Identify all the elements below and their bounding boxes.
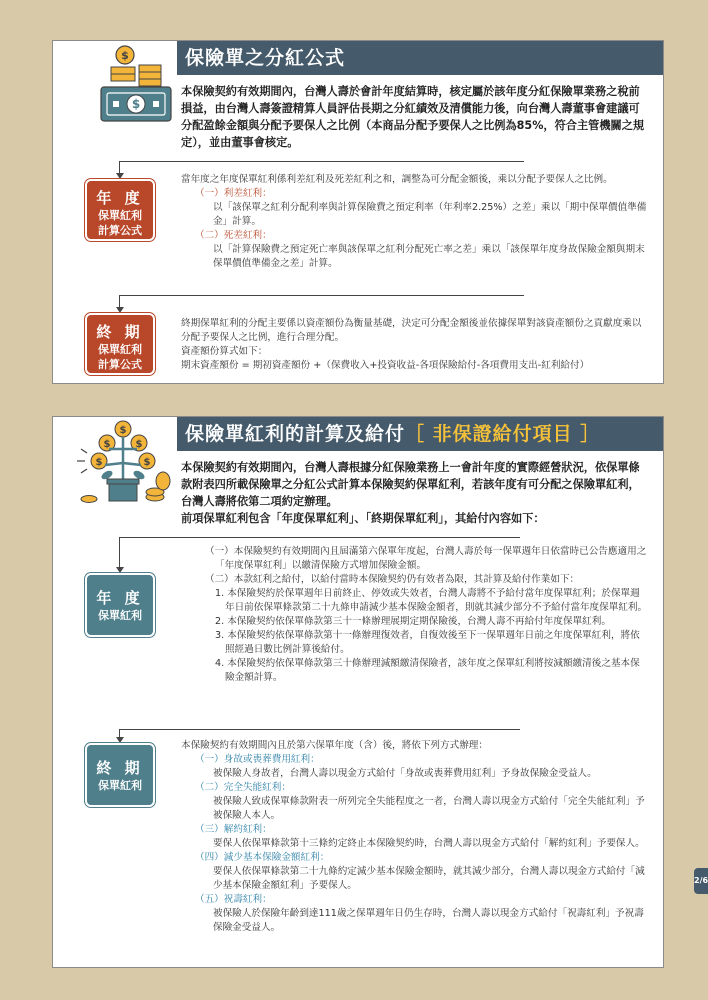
money-tree-icon <box>67 419 177 507</box>
item-text: 被保險人於保險年齡到達111歲之保單週年日仍生存時，台灣人壽以現金方式給付「祝壽紅利」予祝壽保險金受益人。 <box>213 908 644 933</box>
section-title: 保險單之分紅公式 <box>177 41 663 75</box>
badge-title: 年 度 <box>96 589 144 607</box>
list-item: 1. 本保險契約於保單週年日前終止、停效或失效者，台灣人壽將不予給付當年度保單紅利；於保單週年日前依保單條款第二十九條申請減少基本保險金額者，則就其減少部分不予給付當年度保單紅利。 <box>215 588 648 613</box>
paragraph: （一）本保險契約有效期間內且屆滿第六保單年度起，台灣人壽於每一保單週年日依當時已公告應適用之「年度保單紅利」以繳清保險方式增加保險金額。 <box>205 546 647 571</box>
badge-subtitle: 計算公式 <box>98 358 142 371</box>
badge-subtitle: 保單紅利 <box>98 779 142 792</box>
annual-formula-badge <box>85 179 155 241</box>
item-text: 以「該保單之紅利分配利率與計算保險費之預定利率（年利率2.25%）之差」乘以「期中保單價值準備金」計算。 <box>213 202 647 227</box>
badge-subtitle: 保單紅利 <box>98 609 142 622</box>
section-intro <box>181 459 645 527</box>
paragraph: 前項保單紅利包含「年度保單紅利」、「終期保單紅利」，其給付內容如下： <box>181 512 545 525</box>
section-title: 保險單紅利的計算及給付［ 非保證給付項目 ］ <box>177 417 663 451</box>
item-label: （四）減少基本保險金額紅利： <box>195 852 330 863</box>
page-number: 2/6 <box>694 868 708 894</box>
item-label: （二）完全失能紅利： <box>195 782 291 793</box>
item-label: （一）身故或喪葬費用紅利： <box>195 754 320 765</box>
item-label: （三）解約紅利： <box>195 824 272 835</box>
svg-text:$: $ <box>143 457 151 468</box>
item-text: 被保險人身故者，台灣人壽以現金方式給付「身故或喪葬費用紅利」予身故保險金受益人。 <box>213 768 597 779</box>
dividend-formula-panel <box>52 40 664 384</box>
paragraph: 終期保單紅利的分配主要係以資產額份為衡量基礎，決定可分配金額後並依據保單對該資產額份之貢獻度乘以分配予要保人之比例，進行合理分配。 <box>181 318 642 343</box>
paragraph: 本保險契約有效期間內且於第六保單年度（含）後，將依下列方式辦理： <box>181 740 488 751</box>
connector-line <box>119 295 524 310</box>
svg-text:$: $ <box>119 425 127 436</box>
svg-text:$: $ <box>95 457 103 468</box>
annual-formula-text <box>181 173 649 271</box>
list-item: 2. 本保險契約依保單條款第三十一條辦理展期定期保險後，台灣人壽不再給付年度保單紅利。 <box>215 616 611 627</box>
money-stack-icon <box>67 43 177 131</box>
terminal-formula-text <box>181 317 649 373</box>
terminal-formula-badge <box>85 313 155 375</box>
terminal-dividend-badge <box>85 743 155 807</box>
formula: 期末資產額份 = 期初資產額份 +（保費收入+投資收益-各項保險給付-各項費用支出-紅利給付） <box>181 360 590 371</box>
svg-text:$: $ <box>103 439 111 450</box>
annual-dividend-text <box>181 545 649 685</box>
svg-text:$: $ <box>131 97 141 111</box>
list-item: 4. 本保險契約依保單條款第三十條辦理減額繳清保險者，該年度之保單紅利將按減額繳清後之基本保險金額計算。 <box>215 658 640 683</box>
item-text: 要保人依保單條款第二十九條約定減少基本保險金額時，就其減少部分，台灣人壽以現金方式給付「減少基本保險金額紅利」予要保人。 <box>213 866 645 891</box>
terminal-dividend-text <box>181 739 649 935</box>
paragraph: （二）本款紅利之給付，以給付當時本保險契約仍有效者為限，其計算及給付作業如下： <box>205 574 580 585</box>
badge-title: 終 期 <box>96 323 144 341</box>
svg-text:$: $ <box>121 49 129 62</box>
badge-subtitle: 保單紅利 <box>98 343 142 356</box>
item-label: （二）死差紅利： <box>195 230 272 241</box>
badge-title: 終 期 <box>96 759 144 777</box>
badge-subtitle: 保單紅利 <box>98 209 142 222</box>
item-text: 以「計算保險費之預定死亡率與該保單之紅利分配死亡率之差」乘以「該保單年度身故保險金額與期末保單價值準備金之差」計算。 <box>213 244 645 269</box>
dividend-payment-panel <box>52 416 664 968</box>
badge-subtitle: 計算公式 <box>98 224 142 237</box>
paragraph: 資產額份算式如下： <box>181 346 268 357</box>
item-label: （五）祝壽紅利： <box>195 894 272 905</box>
item-text: 要保人依保單條款第十三條約定終止本保險契約時，台灣人壽以現金方式給付「解約紅利」予要保人。 <box>213 838 645 849</box>
paragraph: 當年度之年度保單紅利係利差紅利及死差紅利之和，調整為可分配金額後，乘以分配予要保人之比例。 <box>181 174 613 185</box>
annual-dividend-badge <box>85 573 155 637</box>
paragraph: 本保險契約有效期間內，台灣人壽根據分紅保險業務上一會計年度的實際經營狀況，依保單條款附表四所載保險單之分紅公式計算本保險契約保單紅利，若該年度有可分配之保險單紅利，台灣人壽將依第二項約定辦理。 <box>181 461 640 508</box>
item-label: （一）利差紅利： <box>195 188 272 199</box>
svg-text:$: $ <box>135 439 143 450</box>
badge-title: 年 度 <box>96 189 144 207</box>
item-text: 被保險人致成保單條款附表一所列完全失能程度之一者，台灣人壽以現金方式給付「完全失能紅利」予被保險人本人。 <box>213 796 645 821</box>
list-item: 3. 本保險契約依保單條款第十一條辦理復效者，自復效後至下一保單週年日前之年度保單紅利，將依照經過日數比例計算後給付。 <box>215 630 640 655</box>
non-guaranteed-tag: ［ 非保證給付項目 ］ <box>405 423 601 445</box>
section-intro: 本保險契約有效期間內，台灣人壽於會計年度結算時，核定屬於該年度分紅保險單業務之稅前損益，由台灣人壽簽證精算人員評估長期之分紅績效及清償能力後，向台灣人壽董事會建議可分配盈餘金額與分配予要保人之比例（本商品分配予要保人之比例為85%，符合主管機關之規定），並由董事會核定。 <box>181 85 645 149</box>
